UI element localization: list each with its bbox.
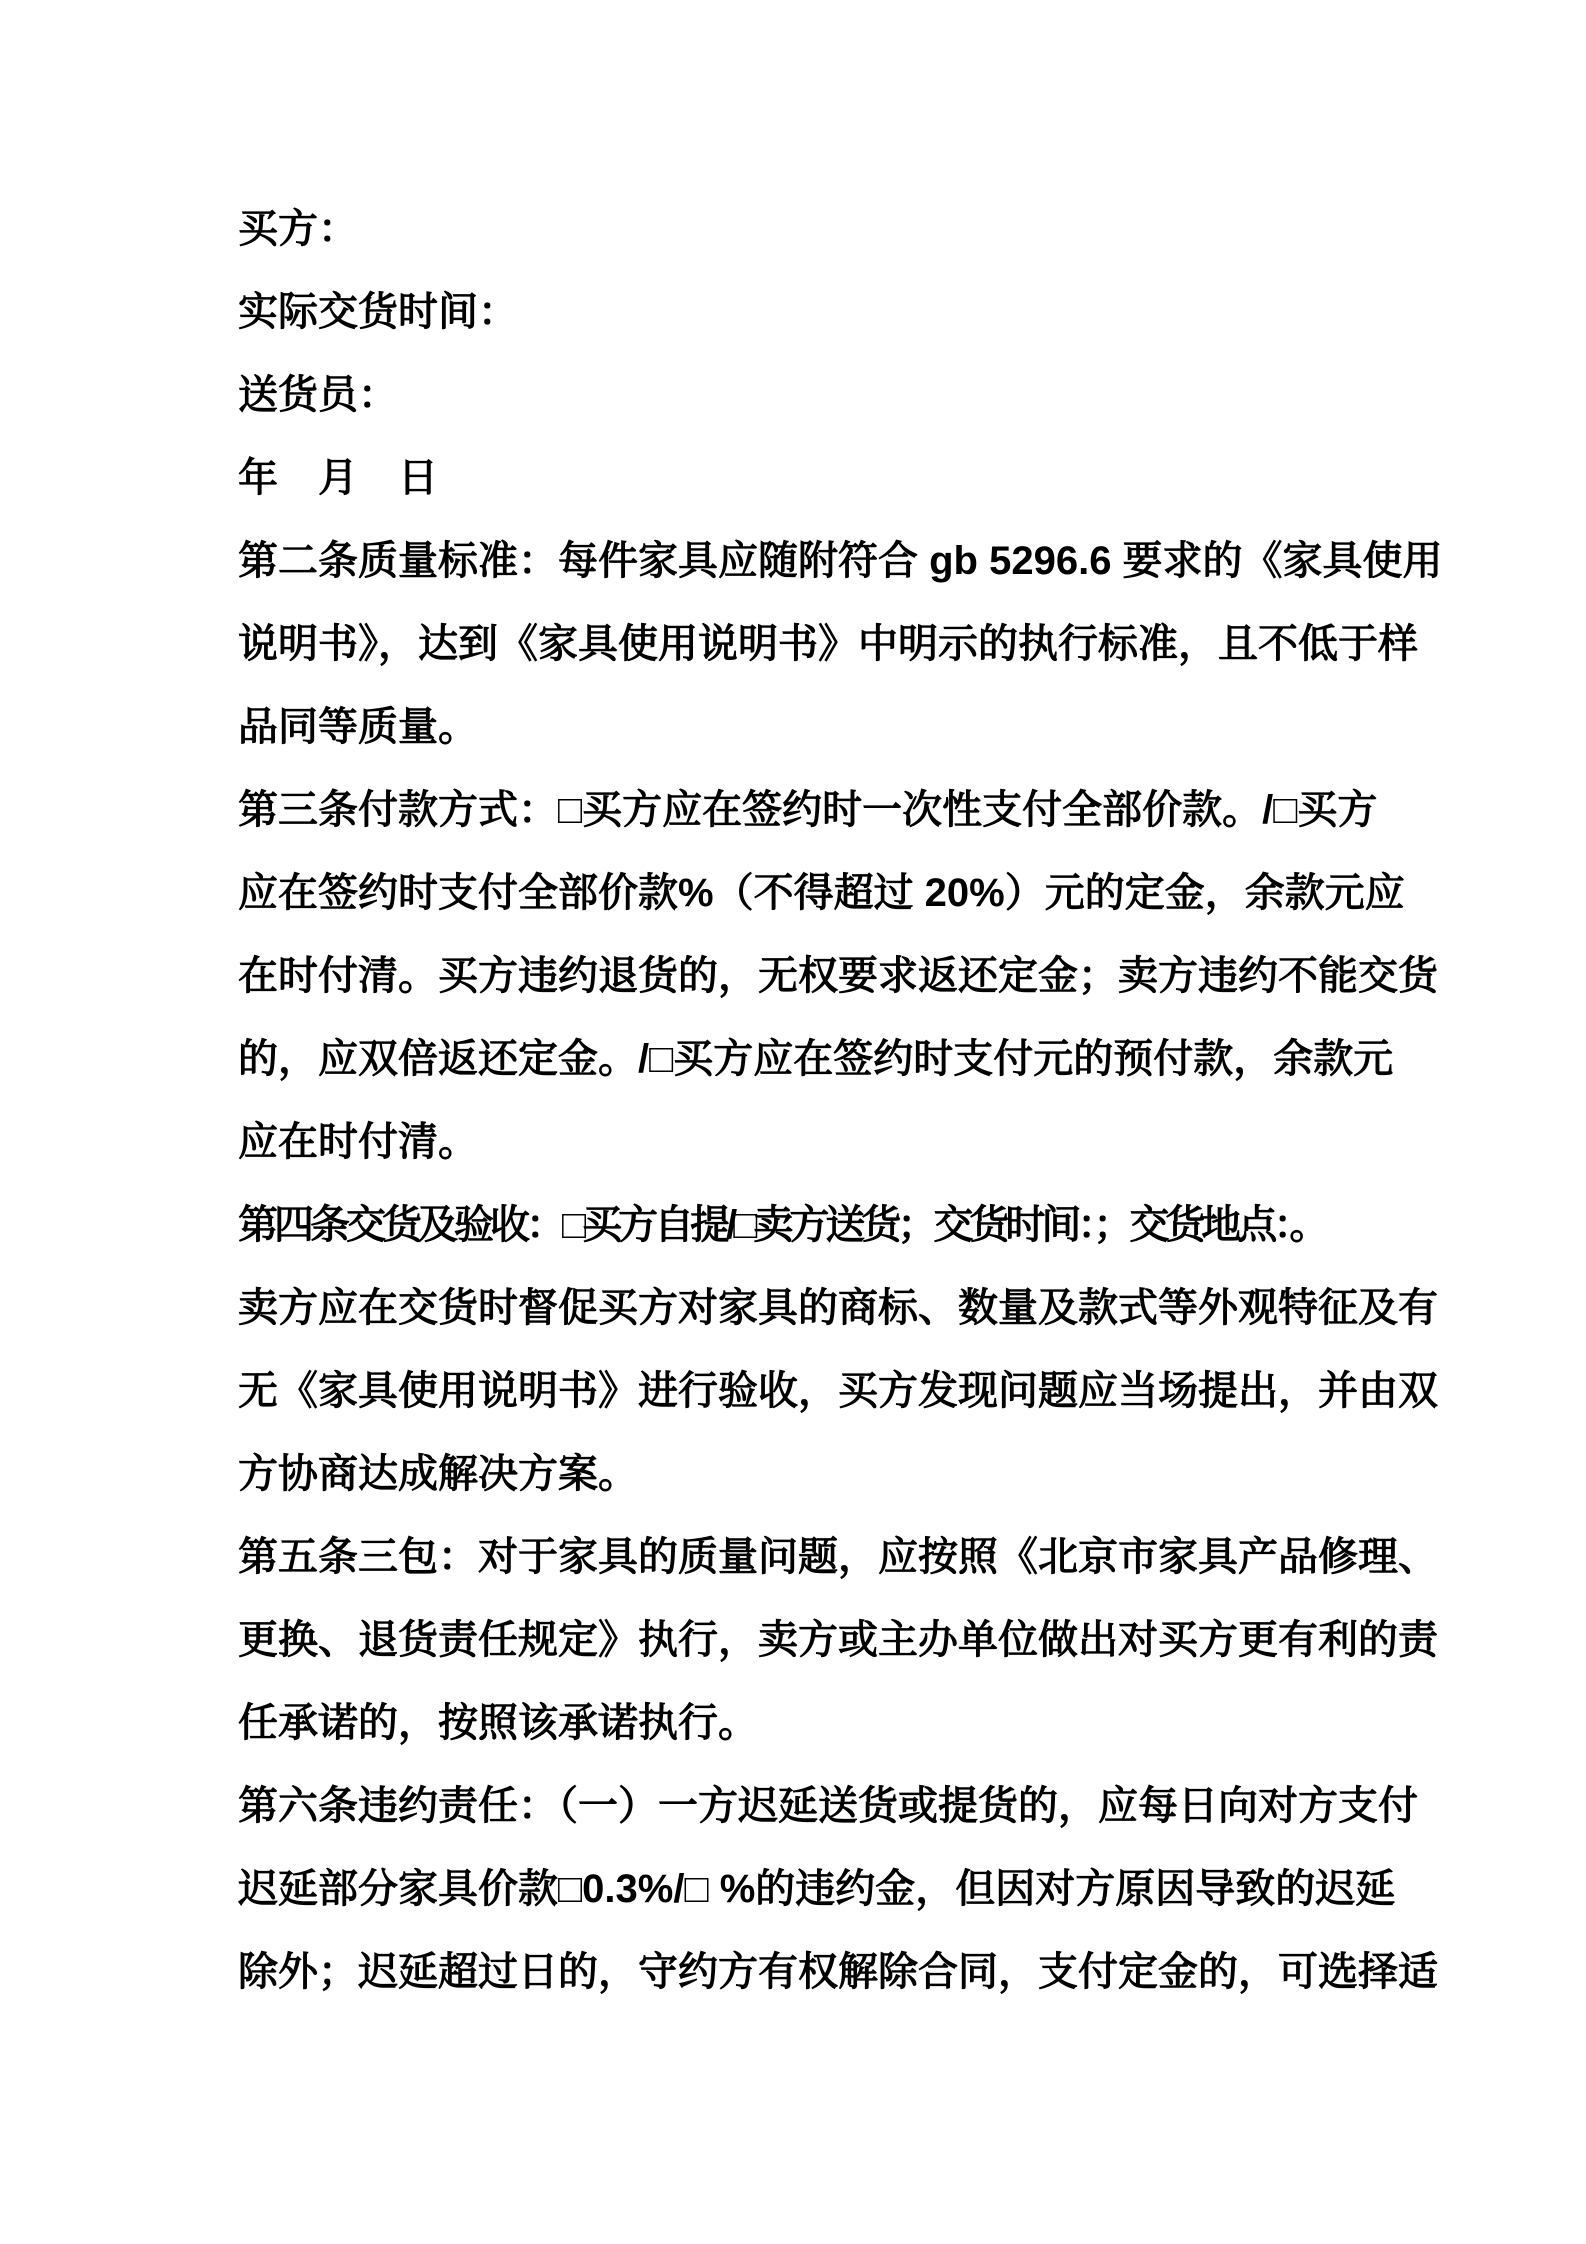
line-date-placeholder: 年 月 日	[238, 456, 438, 500]
clause4-delivery-line4: 方协商达成解决方案。	[238, 1452, 638, 1496]
clause3-payment-line2: 应在签约时支付全部价款%（不得超过 20%）元的定金，余款元应	[238, 871, 1405, 915]
clause3-payment-line3: 在时付清。买方违约退货的，无权要求返还定金；卖方违约不能交货	[238, 954, 1438, 998]
clause6-breach-line1: 第六条违约责任：（一）一方迟延送货或提货的，应每日向对方支付	[238, 1784, 1418, 1828]
clause4-delivery-line2: 卖方应在交货时督促买方对家具的商标、数量及款式等外观特征及有	[238, 1286, 1438, 1330]
line-deliverer-label: 送货员：	[238, 373, 398, 417]
clause2-quality-line3: 品同等质量。	[238, 705, 478, 749]
clause6-breach-line2: 迟延部分家具价款□0.3%/□ %的违约金，但因对方原因导致的迟延	[238, 1867, 1396, 1911]
clause4-delivery-line1: 第四条交货及验收：□买方自提/□卖方送货；交货时间：；交货地点：。	[238, 1203, 1326, 1247]
line-actual-delivery-time-label: 实际交货时间：	[238, 290, 518, 334]
clause5-warranty-line3: 任承诺的，按照该承诺执行。	[238, 1701, 758, 1745]
clause2-quality-line1: 第二条质量标准：每件家具应随附符合 gb 5296.6 要求的《家具使用	[238, 539, 1443, 583]
clause5-warranty-line1: 第五条三包：对于家具的质量问题，应按照《北京市家具产品修理、	[238, 1535, 1438, 1579]
clause2-quality-line2: 说明书》，达到《家具使用说明书》中明示的执行标准，且不低于样	[238, 622, 1418, 666]
clause3-payment-line1: 第三条付款方式：□买方应在签约时一次性支付全部价款。/□买方	[238, 788, 1378, 832]
clause3-payment-line4: 的，应双倍返还定金。/□买方应在签约时支付元的预付款，余款元	[238, 1037, 1394, 1081]
clause5-warranty-line2: 更换、退货责任规定》执行，卖方或主办单位做出对买方更有利的责	[238, 1618, 1438, 1662]
clause4-delivery-line3: 无《家具使用说明书》进行验收，买方发现问题应当场提出，并由双	[238, 1369, 1438, 1413]
line-buyer-label: 买方：	[238, 207, 358, 251]
clause3-payment-line5: 应在时付清。	[238, 1120, 478, 1164]
clause6-breach-line3: 除外；迟延超过日的，守约方有权解除合同，支付定金的，可选择适	[238, 1950, 1438, 1994]
